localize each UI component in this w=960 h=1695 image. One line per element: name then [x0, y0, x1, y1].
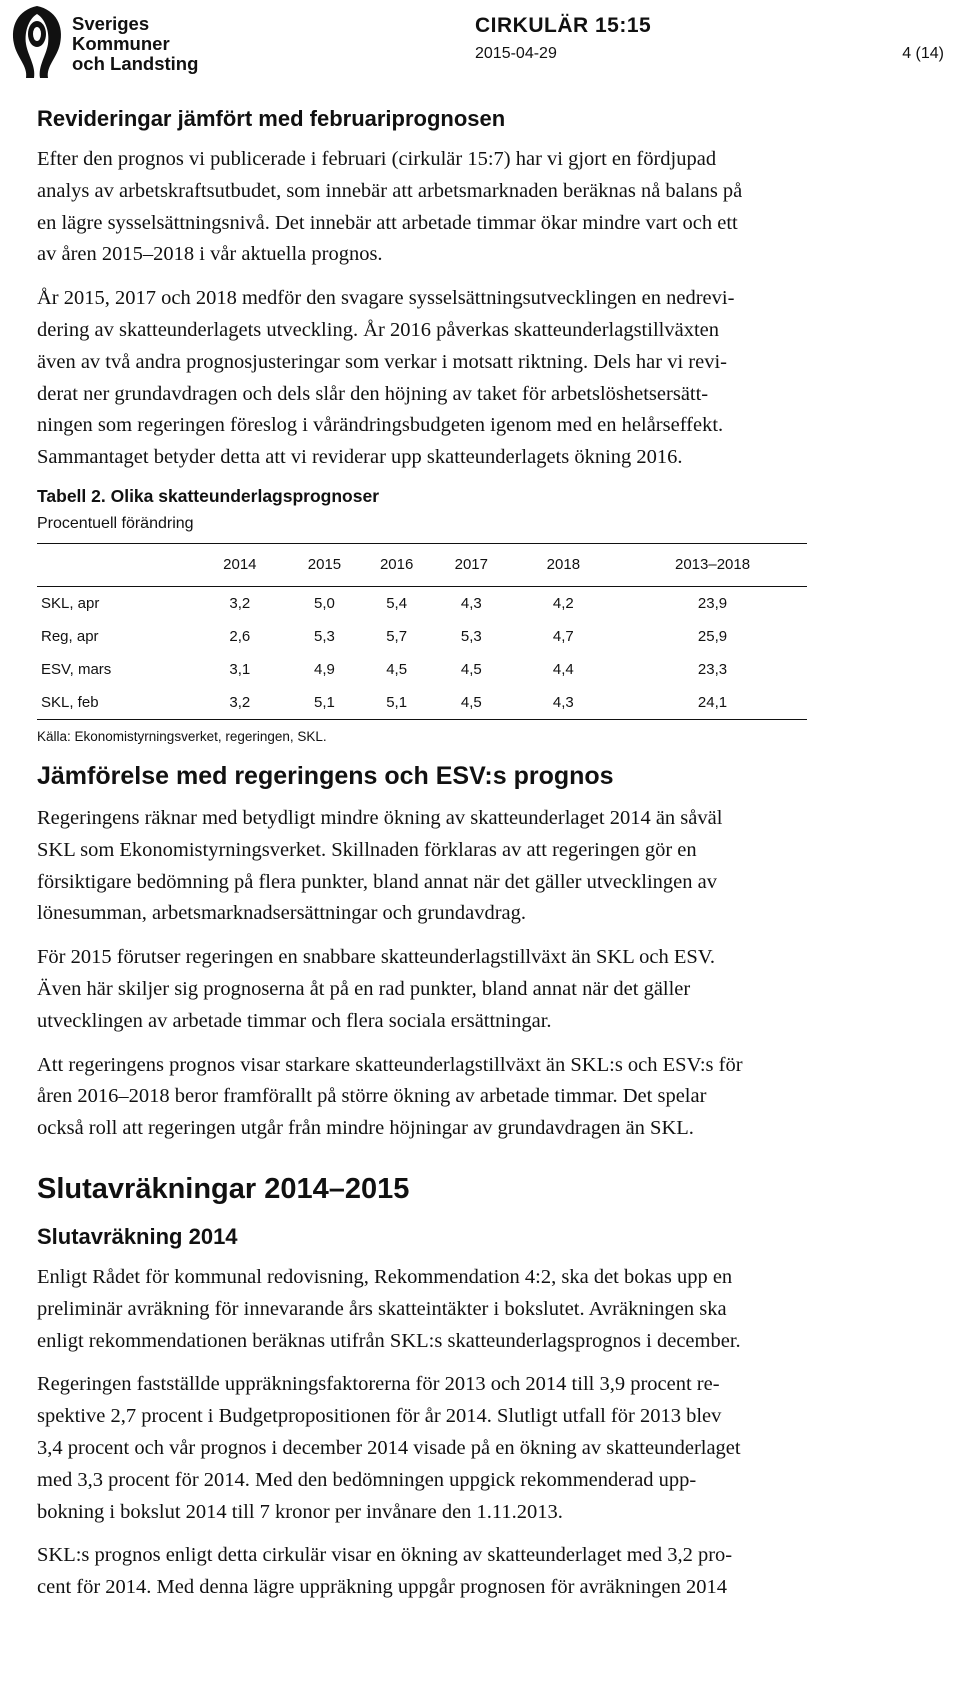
logo-line-3: och Landsting — [72, 53, 199, 74]
table-cell: 3,1 — [229, 660, 251, 678]
table-cell: 4,2 — [552, 594, 574, 612]
paragraph: För 2015 förutser regeringen en snabbare skatteunderlagstillväxt än SKL och ESV. Även här skiljer sig prognoserna åt på en rad punkter, bland annat när det gäller utvecklingen av arbetade timmar och flera sociala ersättningar. — [37, 946, 716, 1032]
skl-emblem-icon — [4, 4, 70, 80]
table-header-row — [37, 543, 807, 586]
paragraph: Att regeringens prognos visar starkare skatteunderlagstillväxt än SKL:s och ESV:s för åren 2016–2018 beror framförallt på större ökning av arbetade timmar. Det spelar också roll att regeringen utgår från mindre höjningar av grundavdragen än SKL. — [37, 1053, 743, 1140]
table-subtitle: Procentuell förändring — [37, 514, 194, 532]
section-heading-revideringar: Revideringar jämfört med februariprognosen — [37, 106, 506, 131]
table-cell: 4,4 — [552, 660, 574, 678]
table-cell: 5,7 — [386, 627, 408, 645]
section-heading-slutavrakningar: Slutavräkningar 2014–2015 — [37, 1172, 410, 1205]
table-cell: Reg, apr — [41, 627, 99, 645]
table-row — [37, 686, 807, 720]
page-number: 4 (14) — [902, 45, 944, 62]
table-cell: 23,3 — [697, 660, 728, 678]
table-cell: ESV, mars — [41, 660, 112, 678]
table-cell: 4,3 — [552, 693, 574, 711]
table-cell: 5,3 — [314, 627, 335, 645]
table-cell: 23,9 — [697, 594, 728, 612]
logo-line-1: Sveriges — [72, 13, 150, 34]
table-row — [37, 653, 807, 686]
table-cell: 25,9 — [697, 627, 728, 645]
table-cell: 5,1 — [314, 693, 335, 711]
table-cell: 3,2 — [229, 693, 251, 711]
table-cell: 4,5 — [386, 660, 408, 678]
table-cell: 24,1 — [697, 693, 728, 711]
table-cell: SKL, apr — [41, 594, 100, 612]
subsection-heading-slutavrakning-2014: Slutavräkning 2014 — [37, 1223, 238, 1249]
column-header: 2017 — [454, 556, 488, 574]
document-date: 2015-04-29 — [475, 45, 557, 62]
page-header — [0, 0, 960, 90]
paragraph: År 2015, 2017 och 2018 medför den svagare sysselsättningsutvecklingen en nedrevi- dering av skatteunderlagets utveckling. År 2016 påverkas skatteunderlagstillväxten även av två andra prognosjusteringar som verkar i motsatt riktning. Dels har vi revi- derat ner grundavdragen och dels slår den höjning av taket för arbetslöshetsersätt- ningen som regeringen föreslog i vårändringsbudgeten igenom med en helårseffekt. Sammantaget betyder detta att vi reviderar upp skatteunderlagets ökning 2016. — [37, 287, 735, 469]
table-title: Tabell 2. Olika skatteunderlagsprognoser — [37, 485, 380, 506]
table-cell: 4,5 — [460, 693, 482, 711]
column-header: 2016 — [379, 556, 414, 574]
document-body — [37, 106, 952, 1616]
column-header: 2015 — [307, 556, 342, 574]
table-cell: 4,5 — [460, 660, 482, 678]
table-cell: 5,3 — [460, 627, 482, 645]
column-header: 2014 — [223, 556, 257, 574]
table-cell: 4,3 — [460, 594, 482, 612]
section-heading-jamforelse: Jämförelse med regeringens och ESV:s prognos — [37, 761, 614, 790]
paragraph: Efter den prognos vi publicerade i februari (cirkulär 15:7) har vi gjort en fördjupad analys av arbetskraftsutbudet, som innebär att arbetsmarknaden beräknas nå balans på en lägre sysselsättningsnivå. Det innebär att arbetade timmar ökar mindre vart och ett av åren 2015–2018 i vår aktuella prognos. — [37, 148, 743, 266]
logo-text — [72, 14, 198, 74]
skl-logo — [4, 4, 204, 82]
table-cell: 2,6 — [229, 627, 251, 645]
logo-line-2: Kommuner — [72, 33, 170, 54]
document-title: CIRKULÄR 15:15 — [475, 14, 652, 37]
paragraph: Regeringens räknar med betydligt mindre ökning av skatteunderlaget 2014 än såväl SKL som Ekonomistyrningsverket. Skillnaden förklaras av att regeringen gör en försiktigare bedömning på flera punkter, bland annat när det gäller utvecklingen av lönesumman, arbetsmarknadsersättningar och grundavdrag. — [37, 806, 723, 925]
table-cell: SKL, feb — [41, 693, 99, 711]
table-cell: 4,7 — [552, 627, 574, 645]
table-cell: 3,2 — [229, 594, 251, 612]
column-header: 2018 — [546, 556, 581, 574]
table-cell: 4,9 — [314, 660, 335, 678]
column-header — [37, 543, 190, 586]
table-cell: 5,0 — [314, 594, 335, 612]
column-header: 2013–2018 — [674, 556, 751, 574]
paragraph: Regeringen fastställde uppräkningsfaktorerna för 2013 och 2014 till 3,9 procent re- spektive 2,7 procent i Budgetpropositionen för år 2014. Slutligt utfall för 2013 blev 3,4 procent och vår prognos i december 2014 visade på en ökning av skatteunderlaget med 3,3 procent för 2014. Med den bedömningen uppgick rekommenderad upp- bokning i bokslut 2014 till 7 kronor per invånare den 1.11.2013. — [37, 1373, 741, 1523]
forecast-table — [37, 543, 807, 720]
table-cell: 5,1 — [386, 693, 408, 711]
table-cell: 5,4 — [386, 594, 408, 612]
paragraph: Enligt Rådet för kommunal redovisning, Rekommendation 4:2, ska det bokas upp en preliminär avräkning för innevarande års skatteintäkter i bokslutet. Avräkningen ska enligt rekommendationen beräknas utifrån SKL:s skatteunderlagsprognos i december. — [37, 1265, 741, 1352]
table-row — [37, 620, 807, 653]
table-row — [37, 586, 807, 620]
paragraph: SKL:s prognos enligt detta cirkulär visar en ökning av skatteunderlaget med 3,2 pro- cent för 2014. Med denna lägre uppräkning uppgår prognosen för avräkningen 2014 — [37, 1544, 733, 1599]
table-source-note: Källa: Ekonomistyrningsverket, regeringen, SKL. — [37, 728, 327, 744]
